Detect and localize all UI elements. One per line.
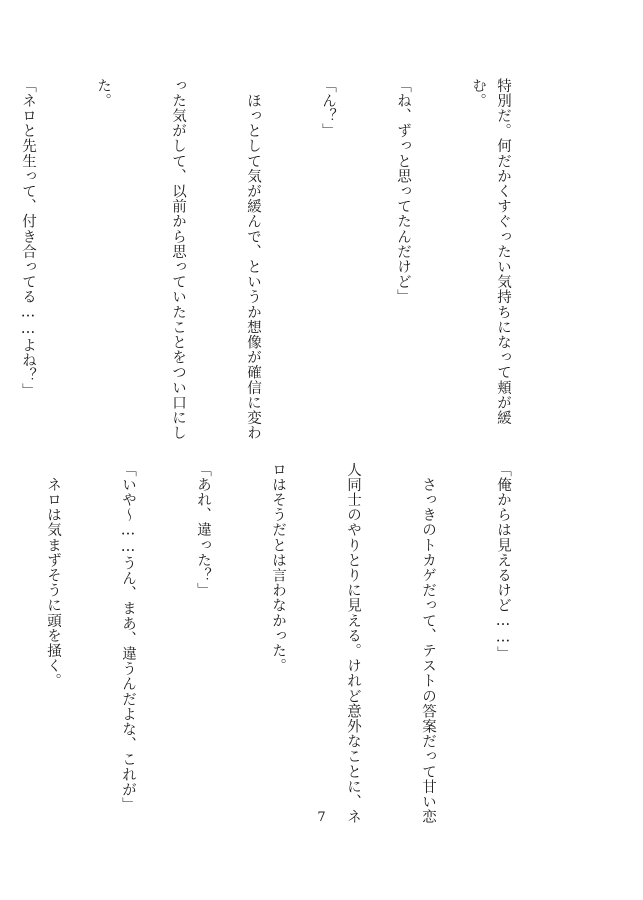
page-number: 7 [317, 810, 326, 825]
text-line: 「いや〜……うん、まあ、違うんだよな、これが」 [120, 462, 136, 813]
text-line: 人同士のやりとりに見える。けれど意外なことに、ネ [345, 462, 361, 825]
text-line: 「ね、ずっと思ってたんだけど」 [395, 78, 411, 305]
text-line: さっきのトカゲだって、テストの答案だって甘い恋 [420, 462, 436, 825]
text-line: ロはそうだとは言わなかった。 [270, 462, 286, 674]
text-line: 「ん？」 [320, 78, 336, 139]
text-line: 「俺からは見えるけど……」 [495, 462, 511, 662]
text-line: た。 [95, 78, 111, 109]
text-block-upper [20, 78, 565, 448]
text-line: 「ネロと先生って、付き合ってる……よね？」 [20, 78, 36, 399]
text-line: った気がして、以前から思っていたことをつい口にし [170, 78, 186, 441]
text-line: ほっとして気が緩んで、というか想像が確信に変わ [245, 78, 261, 441]
text-line: 特別だ。何だかくすぐったい気持ちになって頬が緩む。 [470, 78, 511, 426]
text-line: 「あれ、違った？」 [195, 462, 211, 598]
text-line: ネロは気まずそうに頭を掻く。 [45, 462, 61, 689]
text-block-lower [45, 462, 565, 832]
